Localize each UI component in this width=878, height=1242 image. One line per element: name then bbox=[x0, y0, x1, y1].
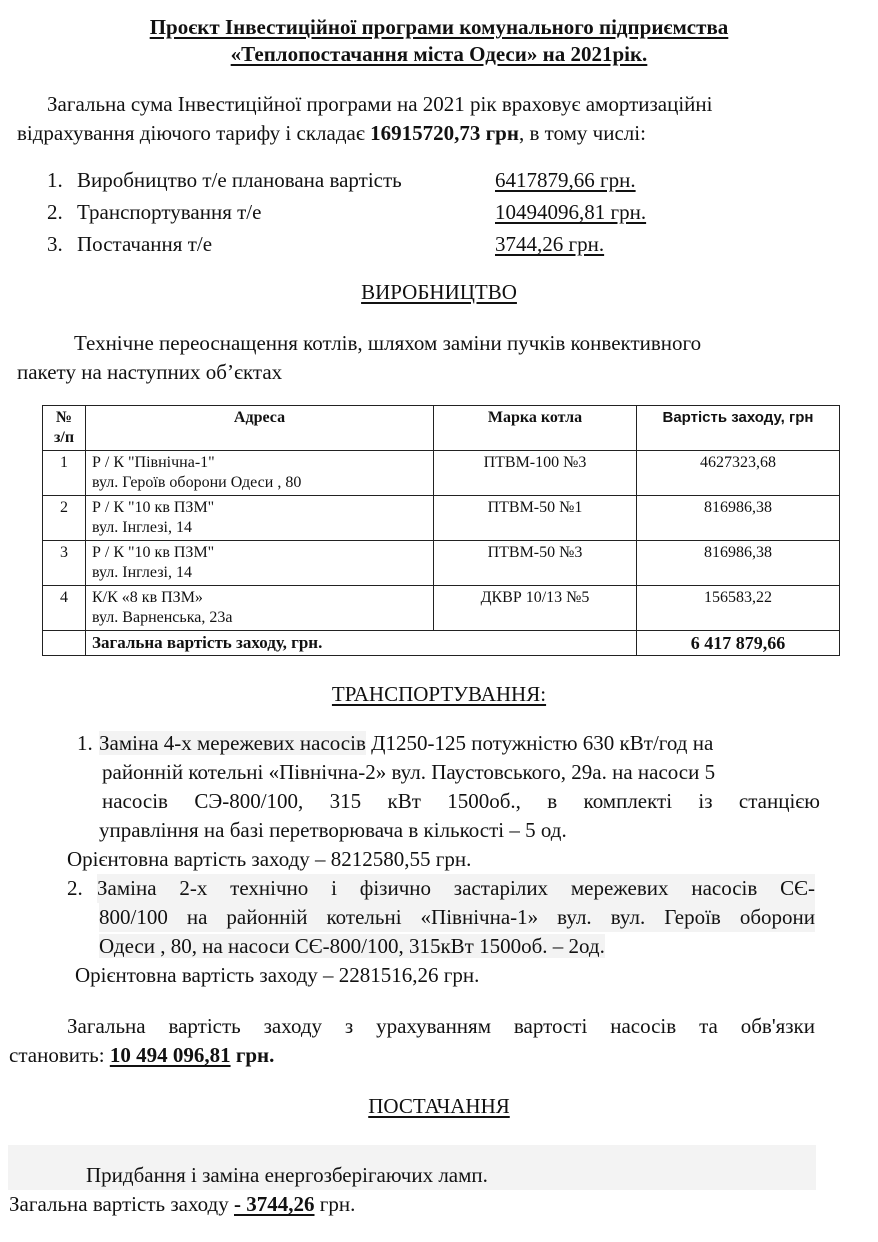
row-cost: 816986,38 bbox=[637, 496, 840, 541]
document-title bbox=[0, 0, 878, 68]
production-desc-line-1: Технічне переоснащення котлів, шляхом заміни пучків конвективного bbox=[74, 331, 702, 355]
row-address-line-2: вул. Інглезі, 14 bbox=[92, 564, 192, 581]
transport-item-1-line-1-rest: Д1250-125 потужністю 630 кВт/год на bbox=[365, 731, 714, 755]
transport-item-2-line-3-wrap bbox=[99, 932, 829, 961]
transport-item-1-line-3: насосів СЭ-800/100, 315 кВт 1500об., в комплекті із станцією bbox=[102, 789, 820, 813]
table-row bbox=[43, 541, 840, 586]
transport-item-2-line-1-text: Заміна 2-х технічно і фізично застарілих мережевих насосів СЄ- bbox=[97, 874, 815, 903]
transport-item-1-line-1 bbox=[77, 729, 837, 758]
row-cost: 4627323,68 bbox=[637, 451, 840, 496]
transport-item-2-line-3: Одеси , 80, на насоси СЄ-800/100, 315кВт 1500об. – 2од. bbox=[99, 934, 605, 958]
row-num: 3 bbox=[43, 541, 86, 586]
header-address: Адреса bbox=[86, 406, 434, 451]
title-line-1: Проєкт Інвестиційної програми комунального підприємства bbox=[149, 15, 729, 39]
transport-item-1-line-4: управління на базі перетворювача в кількості – 5 од. bbox=[99, 818, 567, 842]
supply-desc: Придбання і заміна енергозберігаючих ламп. bbox=[86, 1163, 488, 1187]
summary-item bbox=[47, 196, 261, 228]
supply-heading-text: ПОСТАЧАННЯ bbox=[368, 1094, 510, 1118]
transport-item-1-cost: Орієнтовна вартість заходу – 8212580,55 грн. bbox=[67, 847, 472, 871]
summary-row bbox=[0, 228, 878, 260]
row-brand: ДКВР 10/13 №5 bbox=[434, 586, 637, 631]
summary-label: Транспортування т/е bbox=[77, 200, 262, 224]
production-desc-line-2: пакету на наступних об’єктах bbox=[17, 360, 283, 384]
supply-total bbox=[9, 1190, 869, 1219]
header-num: № з/п bbox=[43, 406, 86, 451]
row-num: 4 bbox=[43, 586, 86, 631]
transport-total-pre: становить: bbox=[9, 1043, 110, 1067]
transport-item-1-num: 1. bbox=[77, 731, 93, 755]
summary-num: 2. bbox=[47, 200, 63, 224]
header-cost: Вартість заходу, грн bbox=[637, 406, 840, 451]
production-heading bbox=[0, 278, 878, 307]
row-address-line-2: вул. Героїв оборони Одеси , 80 bbox=[92, 474, 302, 491]
transport-total-unit: грн. bbox=[230, 1043, 275, 1067]
row-address-line-1: Р / К "10 кв ПЗМ" bbox=[92, 499, 215, 516]
row-brand: ПТВМ-50 №1 bbox=[434, 496, 637, 541]
row-address bbox=[86, 586, 434, 631]
row-brand: ПТВМ-100 №3 bbox=[434, 451, 637, 496]
summary-value: 10494096,81 грн. bbox=[495, 200, 647, 224]
summary-row bbox=[0, 164, 878, 196]
summary-item bbox=[47, 164, 402, 196]
row-num: 1 bbox=[43, 451, 86, 496]
transport-item-2-line-1 bbox=[67, 874, 827, 903]
production-table-wrap bbox=[0, 405, 878, 656]
table-total-row bbox=[43, 631, 840, 656]
header-brand: Марка котла bbox=[434, 406, 637, 451]
summary-num: 1. bbox=[47, 168, 63, 192]
intro-text-pre: відрахування діючого тарифу і складає bbox=[17, 121, 371, 145]
intro-total: 16915720,73 грн bbox=[370, 121, 519, 145]
row-address-line-2: вул. Варненська, 23а bbox=[92, 609, 233, 626]
row-address-line-1: Р / К "10 кв ПЗМ" bbox=[92, 544, 215, 561]
supply-total-value: - 3744,26 bbox=[234, 1192, 315, 1216]
transport-heading bbox=[0, 680, 878, 709]
transport-total-line-2 bbox=[9, 1041, 869, 1070]
supply-desc-block bbox=[8, 1145, 816, 1190]
row-address bbox=[86, 496, 434, 541]
intro-line-1: Загальна сума Інвестиційної програми на 2021 рік враховує амортизаційні bbox=[47, 92, 713, 116]
row-num: 2 bbox=[43, 496, 86, 541]
production-heading-text: ВИРОБНИЦТВО bbox=[361, 280, 517, 304]
row-cost: 816986,38 bbox=[637, 541, 840, 586]
transport-item-2-line-2: 800/100 на районній котельні «Північна-1» вул. вул. Героїв оборони bbox=[99, 903, 815, 932]
transport-total-value: 10 494 096,81 bbox=[109, 1043, 231, 1067]
intro-text-post: , в тому числі: bbox=[518, 121, 646, 145]
row-address-line-2: вул. Інглезі, 14 bbox=[92, 519, 192, 536]
total-value: 6 417 879,66 bbox=[637, 631, 840, 656]
summary-value: 6417879,66 грн. bbox=[495, 168, 636, 192]
summary-label: Виробництво т/е планована вартість bbox=[77, 168, 402, 192]
total-empty-cell bbox=[43, 631, 86, 656]
transport-item-1-line-2: районній котельні «Північна-2» вул. Паустовського, 29а. на насоси 5 bbox=[102, 760, 716, 784]
row-address bbox=[86, 541, 434, 586]
supply-total-pre: Загальна вартість заходу bbox=[9, 1192, 234, 1216]
table-header-row bbox=[43, 406, 840, 451]
supply-heading bbox=[0, 1092, 878, 1121]
title-line-2: «Теплопостачання міста Одеси» на 2021рік. bbox=[230, 42, 648, 66]
transport-item-2-cost: Орієнтовна вартість заходу – 2281516,26 грн. bbox=[75, 963, 480, 987]
row-brand: ПТВМ-50 №3 bbox=[434, 541, 637, 586]
transport-item-1-highlight: Заміна 4-х мережевих насосів bbox=[99, 731, 366, 755]
table-row bbox=[43, 451, 840, 496]
transport-total-line-1: Загальна вартість заходу з урахуванням вартості насосів та обв'язки bbox=[67, 1014, 815, 1038]
summary-label: Постачання т/е bbox=[77, 232, 213, 256]
transport-item-2-num: 2. bbox=[67, 876, 83, 900]
summary-list bbox=[0, 164, 878, 260]
transport-heading-text: ТРАНСПОРТУВАННЯ: bbox=[331, 682, 547, 706]
supply-total-unit: грн. bbox=[314, 1192, 356, 1216]
row-address-line-1: Р / К "Північна-1" bbox=[92, 454, 215, 471]
summary-value: 3744,26 грн. bbox=[495, 232, 605, 256]
table-row bbox=[43, 586, 840, 631]
intro-line-2 bbox=[0, 119, 867, 148]
summary-item bbox=[47, 228, 212, 260]
row-cost: 156583,22 bbox=[637, 586, 840, 631]
table-row bbox=[43, 496, 840, 541]
summary-row bbox=[0, 196, 878, 228]
total-label: Загальна вартість заходу, грн. bbox=[86, 631, 637, 656]
summary-num: 3. bbox=[47, 232, 63, 256]
production-table bbox=[42, 405, 840, 656]
row-address-line-1: К/К «8 кв ПЗМ» bbox=[92, 589, 203, 606]
row-address bbox=[86, 451, 434, 496]
